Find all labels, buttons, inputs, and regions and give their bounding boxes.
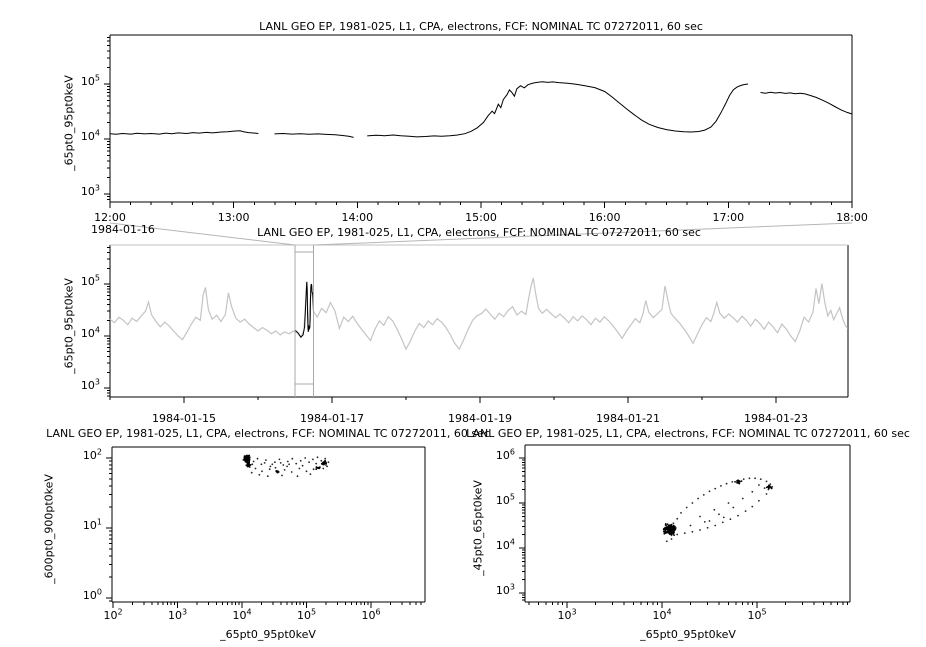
- panel2-ylabel: _65pt0_95pt0keV: [62, 278, 76, 374]
- x-tick-label: $10^3$: [167, 607, 188, 622]
- y-tick-label: $10^3$: [80, 183, 100, 198]
- y-tick-label: $10^5$: [80, 73, 100, 88]
- panel1-ylabel: _65pt0_95pt0keV: [62, 75, 76, 171]
- y-tick-label: $10^4$: [80, 325, 100, 340]
- x-tick-label: 16:00: [588, 211, 621, 224]
- panel4-xlabel: _65pt0_95pt0keV: [640, 628, 736, 641]
- x-tick-label: 14:00: [341, 211, 374, 224]
- x-tick-label: $10^2$: [103, 607, 123, 622]
- y-tick-label: $10^3$: [495, 582, 515, 597]
- x-tick-label: 12:00: [94, 211, 126, 224]
- x-tick-label: 18:00: [836, 211, 868, 224]
- panel2-title: LANL GEO EP, 1981-025, L1, CPA, electrons, FCF: NOMINAL TC 07272011, 60 sec: [257, 226, 701, 239]
- y-tick-label: $10^1$: [82, 517, 102, 532]
- panel4-title: LANL GEO EP, 1981-025, L1, CPA, electrons, FCF: NOMINAL TC 07272011, 60 sec: [466, 427, 910, 440]
- x-tick-label: $10^4$: [232, 607, 252, 622]
- y-tick-label: $10^6$: [495, 447, 515, 462]
- panel3-xlabel: _65pt0_95pt0keV: [220, 628, 316, 641]
- x-tick-label: 13:00: [217, 211, 250, 224]
- x-tick-label: 1984-01-19: [448, 412, 512, 425]
- panel4-plot-area[interactable]: [525, 445, 850, 602]
- x-tick-label: $10^5$: [296, 607, 317, 622]
- panel1-title: LANL GEO EP, 1981-025, L1, CPA, electrons, FCF: NOMINAL TC 07272011, 60 sec: [259, 20, 703, 33]
- y-tick-label: $10^5$: [495, 492, 515, 507]
- y-tick-label: $10^3$: [80, 377, 100, 392]
- x-tick-label: 1984-01-23: [744, 412, 808, 425]
- y-tick-label: $10^2$: [82, 447, 102, 462]
- y-tick-label: $10^5$: [80, 273, 100, 288]
- x-tick-label: 1984-01-15: [152, 412, 216, 425]
- panel2-plot-area[interactable]: [110, 245, 848, 397]
- x-tick-label: $10^4$: [652, 607, 672, 622]
- panel3-title: LANL GEO EP, 1981-025, L1, CPA, electrons, FCF: NOMINAL TC 07272011, 60 sec: [46, 427, 490, 440]
- x-tick-label: 1984-01-17: [300, 412, 364, 425]
- panel4-ylabel: _45pt0_65pt0keV: [471, 480, 485, 576]
- y-tick-label: $10^4$: [80, 128, 100, 143]
- x-tick-label: $10^3$: [557, 607, 577, 622]
- x-tick-label: $10^5$: [747, 607, 767, 622]
- x-tick-label: 1984-01-21: [596, 412, 660, 425]
- y-tick-label: $10^4$: [495, 537, 515, 552]
- context-date-label: 1984-01-16: [91, 223, 155, 236]
- x-tick-label: 17:00: [712, 211, 745, 224]
- panel3-plot-area[interactable]: [112, 447, 425, 602]
- panel3-ylabel: _600pt0_900pt0keV: [42, 474, 56, 584]
- x-tick-label: 15:00: [465, 211, 497, 224]
- panel1-plot-area[interactable]: [110, 35, 852, 202]
- y-tick-label: $10^0$: [82, 587, 102, 602]
- x-tick-label: $10^6$: [361, 607, 381, 622]
